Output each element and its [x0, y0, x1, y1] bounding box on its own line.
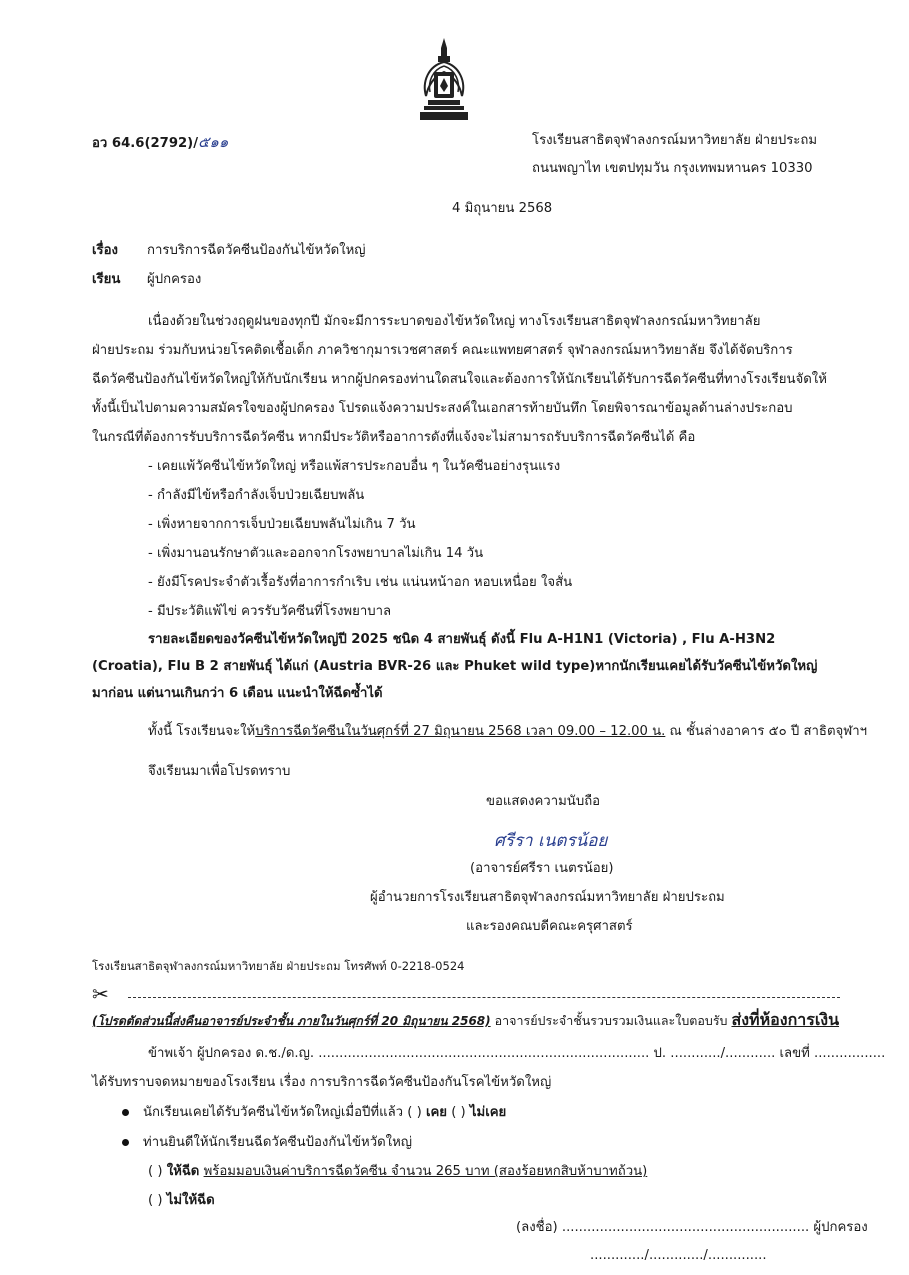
recipient-row	[92, 272, 201, 288]
body-line: เนื่องด้วยในช่วงฤดูฝนของทุกปี มักจะมีการระบาดของไข้หวัดใหญ่ ทางโรงเรียนสาธิตจุฬาลงกรณ์มหาวิทยาลัย	[148, 314, 761, 329]
question-consent	[122, 1135, 412, 1151]
condition-item: - มีประวัติแพ้ไข่ ควรรับวัคซีนที่โรงพยาบาล	[148, 604, 392, 619]
reference-number-text: อว 64.6(2792)/	[92, 136, 199, 151]
condition-item: - ยังมีโรคประจำตัวเรื้อรังที่อาการกำเริบ เช่น แน่นหน้าอก หอบเหนื่อย ใจสั่น	[148, 575, 573, 590]
option-yes-previous[interactable]: เคย	[425, 1105, 448, 1120]
reply-instruction	[92, 1010, 839, 1030]
option-separator: ( )	[447, 1105, 470, 1120]
checkbox-placeholder[interactable]: ( )	[148, 1164, 167, 1179]
body-line: ในกรณีที่ต้องการรับบริการฉีดวัคซีน หากมีประวัติหรืออาการดังที่แจ้งจะไม่สามารถรับบริการฉีดวัคซีนได้ คือ	[92, 430, 696, 445]
body-line: ฉีดวัคซีนป้องกันไข้หวัดใหญ่ให้กับนักเรียน หากผู้ปกครองท่านใดสนใจและต้องการให้นักเรียนได้รับการฉีดวัคซีนที่ทางโรงเรียนจัดให้	[92, 372, 827, 387]
vaccine-detail-line: มาก่อน แต่นานเกินกว่า 6 เดือน แนะนำให้ฉีดซ้ำได้	[92, 686, 383, 701]
signer-position: ผู้อำนวยการโรงเรียนสาธิตจุฬาลงกรณ์มหาวิทยาลัย ฝ่ายประถม	[370, 890, 725, 905]
closing-line: จึงเรียนมาเพื่อโปรดทราบ	[148, 764, 291, 779]
schedule-date-time: บริการฉีดวัคซีนในวันศุกร์ที่ 27 มิถุนายน 2568 เวลา 09.00 – 12.00 น.	[255, 724, 666, 739]
question-text: นักเรียนเคยได้รับวัคซีนไข้หวัดใหญ่เมื่อปีที่แล้ว ( )	[143, 1105, 426, 1120]
school-address: ถนนพญาไท เขตปทุมวัน กรุงเทพมหานคร 10330	[532, 161, 813, 176]
body-line: ฝ่ายประถม ร่วมกับหน่วยโรคติดเชื้อเด็ก ภาควิชากุมารเวชศาสตร์ คณะแพทยศาสตร์ จุฬาลงกรณ์มหาวิทยาลัย จึงได้จัดบริการ	[92, 343, 793, 358]
parent-name-line: ข้าพเจ้า ผู้ปกครอง ด.ช./ด.ญ. ............................................................................... ป. ............/............ เลขที่ .................	[148, 1046, 886, 1061]
return-deadline: (โปรดตัดส่วนนี้ส่งคืนอาจารย์ประจำชั้น ภายในวันศุกร์ที่ 20 มิถุนายน 2568)	[92, 1014, 491, 1028]
vaccine-detail-line: (Croatia), Flu B 2 สายพันธุ์ ได้แก่ (Austria BVR-26 และ Phuket wild type)หากนักเรียนเคยได้รับวัคซีนไข้หวัดใหญ่	[92, 659, 818, 674]
schedule-prefix: ทั้งนี้ โรงเรียนจะให้	[148, 724, 256, 739]
consent-yes-label: ให้ฉีด	[166, 1164, 200, 1179]
signer-name: (อาจารย์ศรีรา เนตรน้อย)	[470, 861, 614, 876]
condition-item: - เคยแพ้วัคซีนไข้หวัดใหญ่ หรือแพ้สารประกอบอื่น ๆ ในวัคซีนอย่างรุนแรง	[148, 459, 561, 474]
checkbox-placeholder[interactable]: ( )	[148, 1193, 167, 1208]
option-no-previous[interactable]: ไม่เคย	[469, 1105, 507, 1120]
body-line: ทั้งนี้เป็นไปตามความสมัครใจของผู้ปกครอง โปรดแจ้งความประสงค์ในเอกสารท้ายบันทึก โดยพิจารณาข้อมูลด้านล่างประกอบ	[92, 401, 793, 416]
letter-date: 4 มิถุนายน 2568	[452, 201, 553, 216]
schedule-line	[148, 724, 867, 740]
subject-label: เรื่อง	[92, 243, 118, 258]
send-to-finance: ส่งที่ห้องการเงิน	[731, 1010, 840, 1029]
option-consent-yes[interactable]	[148, 1164, 647, 1180]
recipient-value: ผู้ปกครอง	[147, 272, 202, 287]
scissors-icon: ✂	[92, 982, 109, 1006]
instruction-middle: อาจารย์ประจำชั้นรวบรวมเงินและใบตอบรับ	[490, 1013, 732, 1028]
subject-row	[92, 243, 366, 259]
signature-date-line: ............./............./..............	[590, 1248, 767, 1263]
condition-item: - กำลังมีไข้หรือกำลังเจ็บป่วยเฉียบพลัน	[148, 488, 365, 503]
recipient-label: เรียน	[92, 272, 121, 287]
handwritten-signature: ศรีรา เนตรน้อย	[494, 831, 608, 851]
question-text: ท่านยินดีให้นักเรียนฉีดวัคซีนป้องกันไข้หวัดใหญ่	[143, 1135, 413, 1150]
schedule-location: ณ ชั้นล่างอาคาร ๕๐ ปี สาธิตจุฬาฯ	[665, 724, 868, 739]
bullet-icon	[122, 1139, 129, 1146]
parent-signature-line: (ลงชื่อ) ........................................................... ผู้ปกครอง	[516, 1220, 868, 1235]
school-emblem-logo	[418, 36, 470, 124]
option-consent-no[interactable]	[148, 1193, 215, 1209]
question-previous-vaccine	[122, 1105, 506, 1121]
condition-item: - เพิ่งมานอนรักษาตัวและออกจากโรงพยาบาลไม่เกิน 14 วัน	[148, 546, 484, 561]
vaccine-detail-line: รายละเอียดของวัคซีนไข้หวัดใหญ่ปี 2025 ชนิด 4 สายพันธุ์ ดังนี้ Flu A-H1N1 (Victoria) , Flu A-H3N2	[148, 632, 776, 647]
school-name: โรงเรียนสาธิตจุฬาลงกรณ์มหาวิทยาลัย ฝ่ายประถม	[532, 133, 818, 148]
condition-item: - เพิ่งหายจากการเจ็บป่วยเฉียบพลันไม่เกิน 7 วัน	[148, 517, 416, 532]
cut-line	[128, 997, 840, 998]
subject-value: การบริการฉีดวัคซีนป้องกันไข้หวัดใหญ่	[147, 243, 366, 258]
reference-handwritten: ๕๑๑	[198, 133, 229, 151]
consent-yes-detail: พร้อมมอบเงินค่าบริการฉีดวัคซีน จำนวน 265 บาท (สองร้อยหกสิบห้าบาทถ้วน)	[203, 1164, 648, 1179]
footer-contact: โรงเรียนสาธิตจุฬาลงกรณ์มหาวิทยาลัย ฝ่ายประถม โทรศัพท์ 0-2218-0524	[92, 959, 465, 973]
reference-number	[92, 133, 228, 152]
acknowledgement-line: ได้รับทราบจดหมายของโรงเรียน เรื่อง การบริการฉีดวัคซีนป้องกันโรคไข้หวัดใหญ่	[92, 1075, 552, 1090]
regards-text: ขอแสดงความนับถือ	[486, 794, 601, 809]
consent-no-label: ไม่ให้ฉีด	[166, 1193, 215, 1208]
bullet-icon	[122, 1109, 129, 1116]
signer-position-2: และรองคณบดีคณะครุศาสตร์	[466, 919, 633, 934]
